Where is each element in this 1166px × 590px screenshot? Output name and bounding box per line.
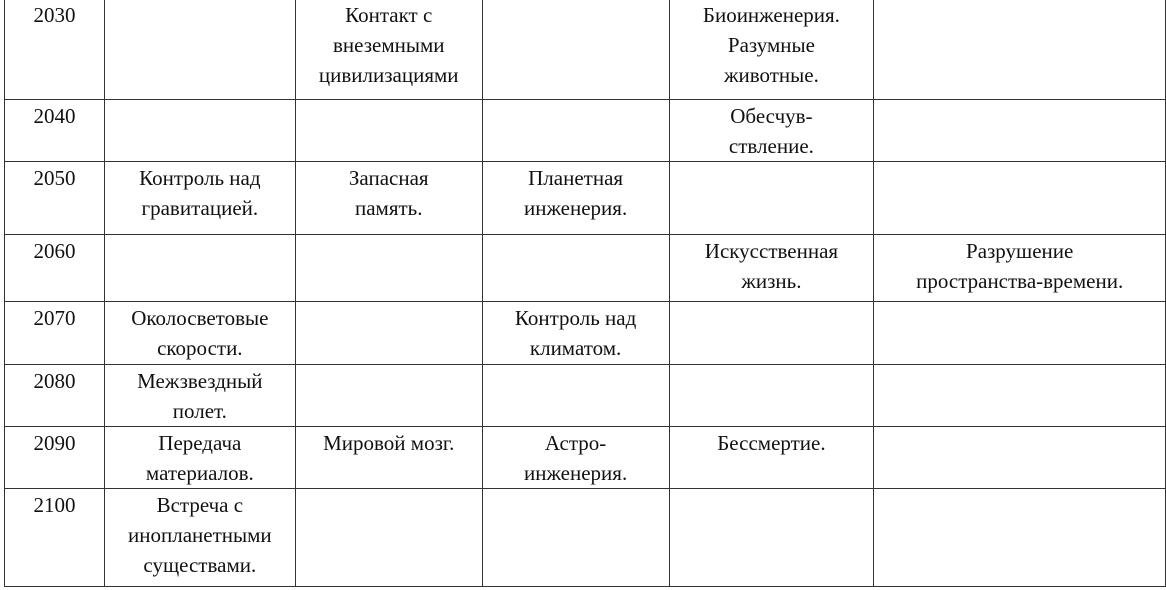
table-cell xyxy=(295,302,482,365)
table-cell xyxy=(482,365,669,427)
table-cell xyxy=(874,302,1166,365)
table-cell xyxy=(104,100,295,162)
year-cell: 2090 xyxy=(5,427,105,489)
table-row xyxy=(5,100,1166,162)
table-row xyxy=(5,427,1166,489)
table-cell xyxy=(482,489,669,587)
table-cell: Обесчув- ствление. xyxy=(669,100,874,162)
table-row xyxy=(5,489,1166,587)
table-cell: Межзвездный полет. xyxy=(104,365,295,427)
table-cell: Мировой мозг. xyxy=(295,427,482,489)
table-cell: Контроль над климатом. xyxy=(482,302,669,365)
table-cell: Биоинженерия. Разумные животные. xyxy=(669,0,874,100)
table-row xyxy=(5,162,1166,235)
table-row xyxy=(5,235,1166,302)
table-cell: Разрушение пространства-времени. xyxy=(874,235,1166,302)
table-cell xyxy=(482,0,669,100)
table-cell xyxy=(669,489,874,587)
table-cell xyxy=(295,235,482,302)
table-row xyxy=(5,365,1166,427)
table-cell xyxy=(874,162,1166,235)
year-cell: 2080 xyxy=(5,365,105,427)
year-cell: 2030 xyxy=(5,0,105,100)
table-cell xyxy=(669,162,874,235)
table-cell xyxy=(295,100,482,162)
table-cell xyxy=(874,365,1166,427)
table-cell: Планетная инженерия. xyxy=(482,162,669,235)
table-cell xyxy=(482,100,669,162)
table-cell xyxy=(669,302,874,365)
table-cell: Астро- инженерия. xyxy=(482,427,669,489)
year-cell: 2040 xyxy=(5,100,105,162)
table-cell xyxy=(669,365,874,427)
table-cell xyxy=(295,365,482,427)
table-cell: Бессмертие. xyxy=(669,427,874,489)
table-cell xyxy=(874,0,1166,100)
table-cell xyxy=(874,489,1166,587)
year-cell: 2100 xyxy=(5,489,105,587)
year-cell: 2070 xyxy=(5,302,105,365)
table-cell: Контакт с внеземными цивилизациями xyxy=(295,0,482,100)
table-cell: Контроль над гравитацией. xyxy=(104,162,295,235)
table-row xyxy=(5,0,1166,100)
table-cell xyxy=(295,489,482,587)
table-cell xyxy=(874,100,1166,162)
table-cell: Околосветовые скорости. xyxy=(104,302,295,365)
table-cell: Запасная память. xyxy=(295,162,482,235)
table-cell xyxy=(874,427,1166,489)
table-cell: Искусственная жизнь. xyxy=(669,235,874,302)
year-cell: 2050 xyxy=(5,162,105,235)
forecast-table xyxy=(4,0,1166,587)
table-cell xyxy=(482,235,669,302)
table-row xyxy=(5,302,1166,365)
table-cell xyxy=(104,235,295,302)
year-cell: 2060 xyxy=(5,235,105,302)
table-cell: Встреча с инопланетными существами. xyxy=(104,489,295,587)
table-cell: Передача материалов. xyxy=(104,427,295,489)
table-cell xyxy=(104,0,295,100)
